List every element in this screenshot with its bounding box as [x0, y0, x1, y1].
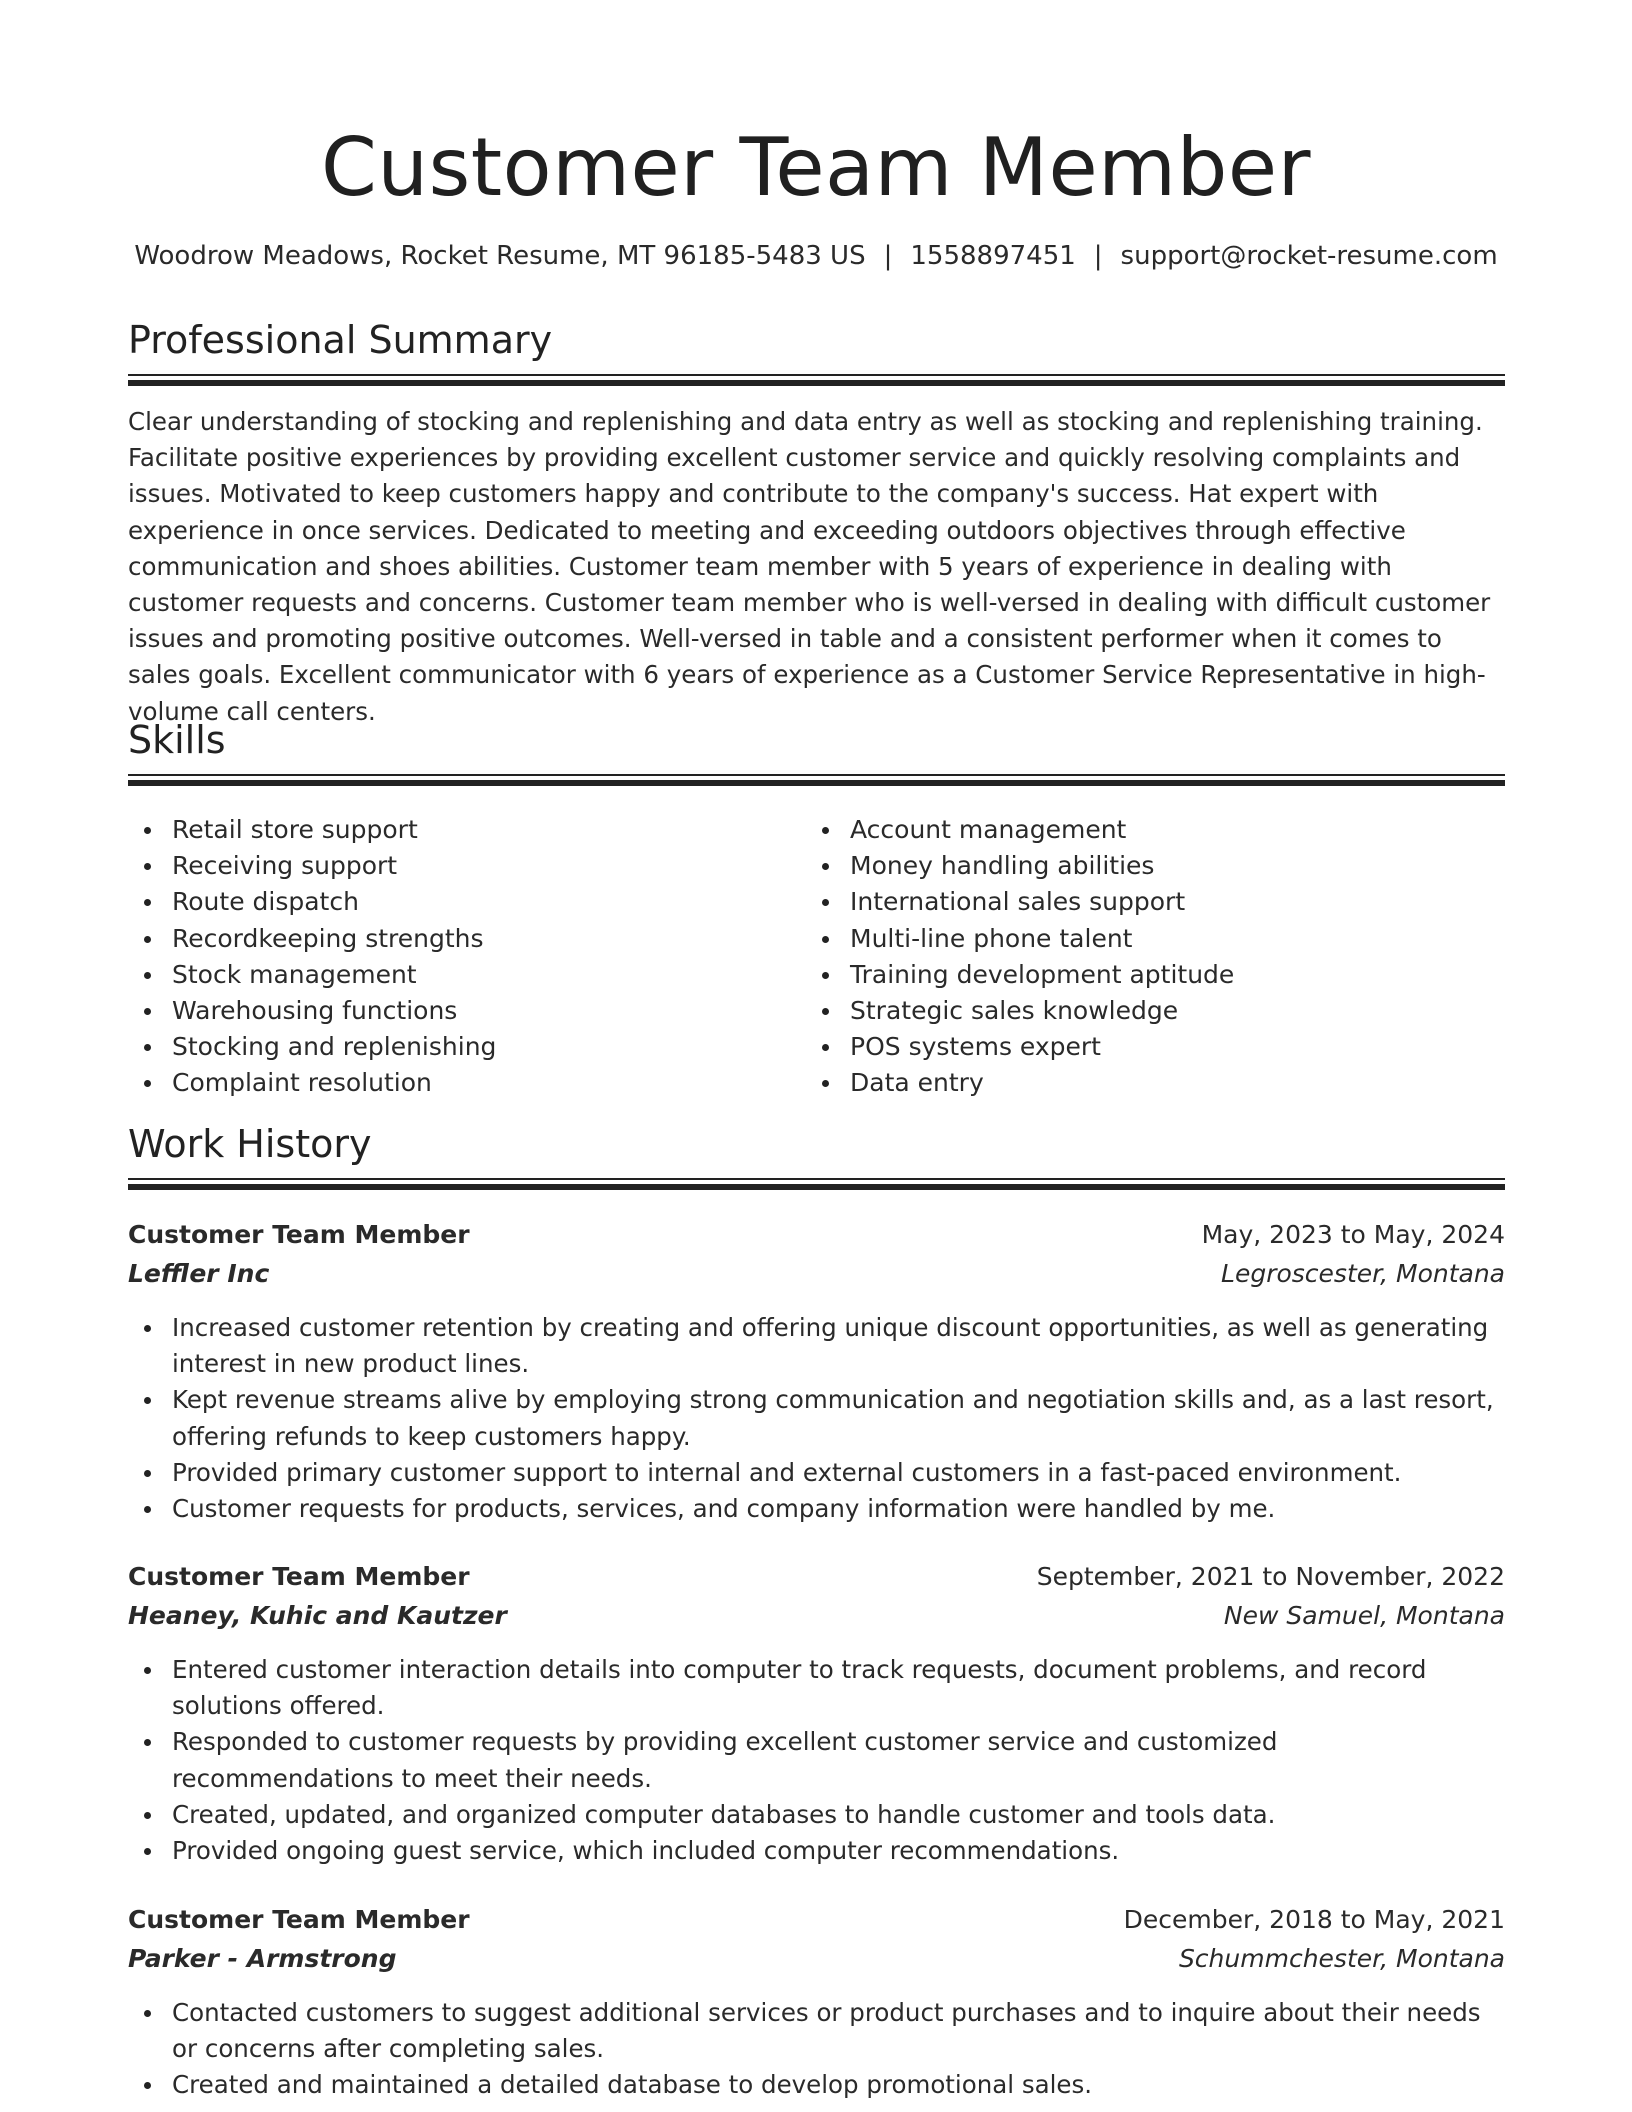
contact-email: support@rocket-resume.com: [1120, 241, 1498, 271]
contact-separator: |: [1093, 241, 1103, 271]
contact-address: Woodrow Meadows, Rocket Resume, MT 96185-5483 US: [134, 241, 866, 271]
skills-list-right: [806, 812, 1505, 1102]
job-bullet-list: [128, 1995, 1505, 2104]
job-bullet: Increased customer retention by creating and offering unique discount opportunities, as well as generating interest in new product lines.: [128, 1310, 1505, 1382]
section-divider: [128, 774, 1505, 786]
skills-section-heading: [128, 716, 1505, 764]
job-bullet-list: [128, 1652, 1505, 1869]
job-bullet: Entered customer interaction details into computer to track requests, document problems, and record solutions offered.: [128, 1652, 1505, 1724]
job-bullet: Customer requests for products, services, and company information were handled by me.: [128, 1491, 1505, 1527]
skill-item: Stock management: [128, 957, 788, 993]
summary-section-heading: [128, 316, 1505, 364]
skill-item: Strategic sales knowledge: [806, 993, 1505, 1029]
summary-heading: Professional Summary: [128, 318, 553, 362]
work-section-heading: [128, 1120, 1505, 1168]
skill-item: Recordkeeping strengths: [128, 921, 788, 957]
skill-item: Receiving support: [128, 848, 788, 884]
resume-title: Customer Team Member: [321, 121, 1311, 214]
skills-list-left: [128, 812, 788, 1102]
job-title: Customer Team Member: [128, 1905, 470, 1934]
contact-separator: |: [883, 241, 893, 271]
job-dates: December, 2018 to May, 2021: [1123, 1905, 1505, 1934]
contact-phone: 1558897451: [910, 241, 1076, 271]
contact-line: [0, 238, 1632, 274]
job-location: Schummchester, Montana: [1178, 1944, 1505, 1973]
job-bullet: Provided ongoing guest service, which included computer recommendations.: [128, 1833, 1505, 1869]
job-company: Heaney, Kuhic and Kautzer: [128, 1601, 507, 1630]
skill-item: Stocking and replenishing: [128, 1029, 788, 1065]
job-bullet: Provided primary customer support to internal and external customers in a fast-paced environment.: [128, 1455, 1505, 1491]
job-bullet: Contacted customers to suggest additional services or product purchases and to inquire about their needs or concerns after completing sales.: [128, 1995, 1505, 2067]
skill-item: Money handling abilities: [806, 848, 1505, 884]
skills-heading: Skills: [128, 718, 226, 762]
skill-item: Data entry: [806, 1065, 1505, 1101]
job-company: Leffler Inc: [128, 1259, 270, 1288]
skill-item: Retail store support: [128, 812, 788, 848]
skill-item: International sales support: [806, 884, 1505, 920]
section-divider: [128, 374, 1505, 386]
summary-text: Clear understanding of stocking and replenishing and data entry as well as stocking and replenishing training. Facilitate positive experiences by providing excellent customer service and quickly resolving complaints and issues. Motivated to keep customers happy and contribute to the company's success. Hat expert with experience in once services. Dedicated to meeting and exceeding outdoors objectives through effective communication and shoes abilities. Customer team member with 5 years of experience in dealing with customer requests and concerns. Customer team member who is well-versed in dealing with difficult customer issues and promoting positive outcomes. Well-versed in table and a consistent performer when it comes to sales goals. Excellent communicator with 6 years of experience as a Customer Service Representative in high-volume call centers.: [128, 407, 1491, 726]
job-dates: May, 2023 to May, 2024: [1201, 1220, 1505, 1249]
skill-item: Complaint resolution: [128, 1065, 788, 1101]
job-bullet: Responded to customer requests by providing excellent customer service and customized recommendations to meet their needs.: [128, 1724, 1505, 1796]
skill-item: POS systems expert: [806, 1029, 1505, 1065]
job-bullet: Created, updated, and organized computer databases to handle customer and tools data.: [128, 1797, 1505, 1833]
skill-item: Account management: [806, 812, 1505, 848]
job-bullet-list: [128, 1310, 1505, 1527]
job-title: Customer Team Member: [128, 1220, 470, 1249]
job-bullet: Kept revenue streams alive by employing strong communication and negotiation skills and, as a last resort, offering refunds to keep customers happy.: [128, 1382, 1505, 1454]
job-company: Parker - Armstrong: [128, 1944, 397, 1973]
section-divider: [128, 1178, 1505, 1190]
job-bullet: Created and maintained a detailed database to develop promotional sales.: [128, 2067, 1505, 2103]
job-title: Customer Team Member: [128, 1562, 470, 1591]
job-location: New Samuel, Montana: [1223, 1601, 1505, 1630]
skill-item: Route dispatch: [128, 884, 788, 920]
skill-item: Warehousing functions: [128, 993, 788, 1029]
work-heading: Work History: [128, 1122, 372, 1166]
skill-item: Training development aptitude: [806, 957, 1505, 993]
job-dates: September, 2021 to November, 2022: [1036, 1562, 1505, 1591]
job-location: Legroscester, Montana: [1221, 1259, 1505, 1288]
skill-item: Multi-line phone talent: [806, 921, 1505, 957]
